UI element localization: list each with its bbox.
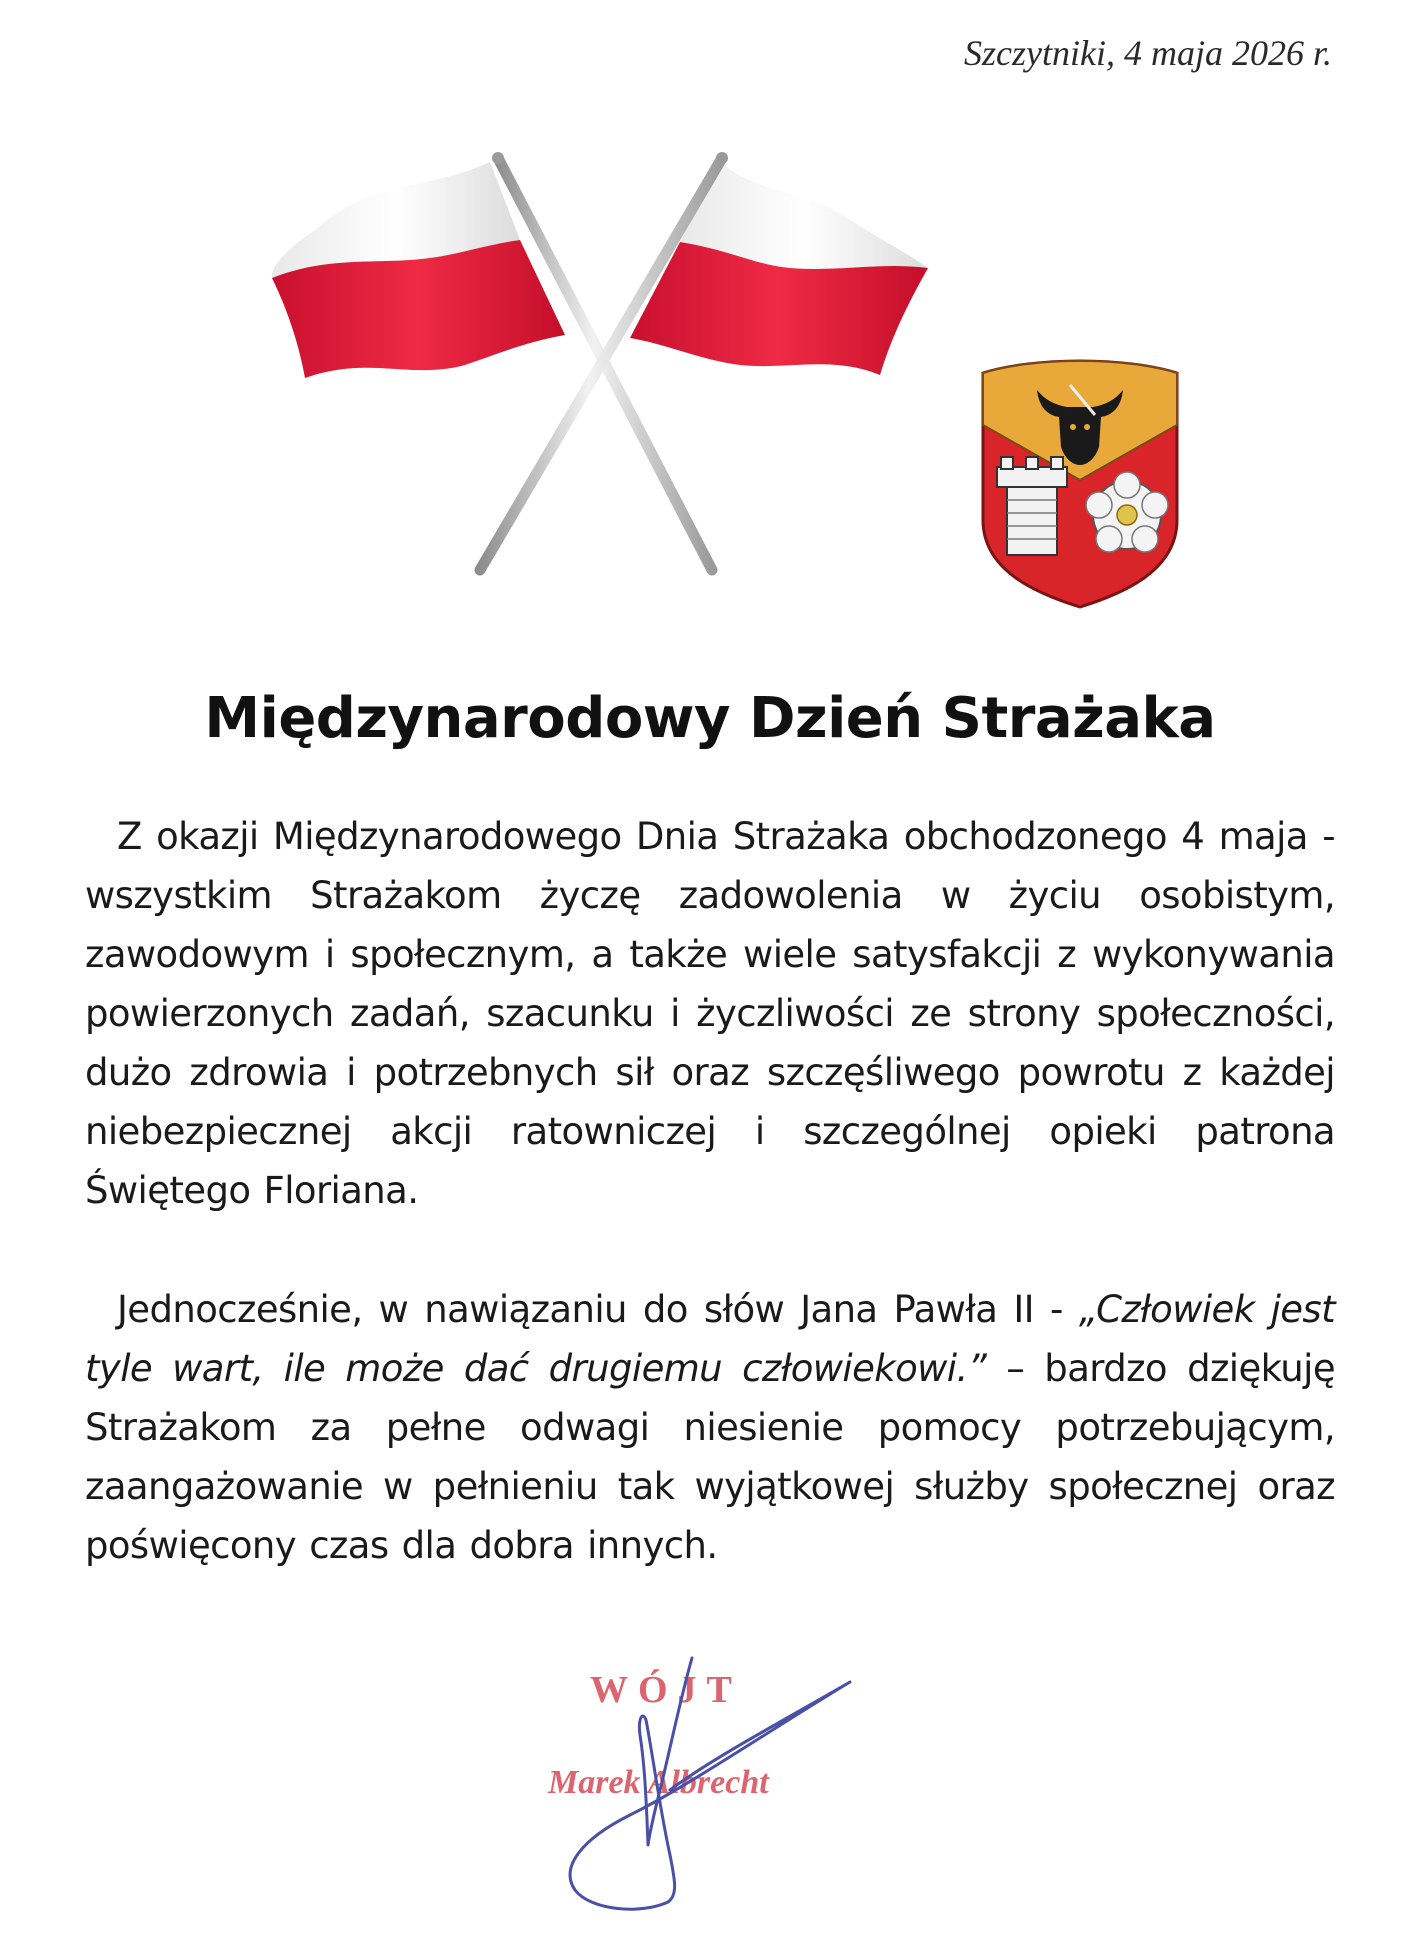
tower-icon [997, 457, 1067, 555]
thanks-body: – bardzo dziękuję Strażakom za pełne odwagi niesienie pomocy potrzebującym, zaangażowanie w pełnieniu tak wyjątkowej służby społecznej oraz poświęcony czas dla dobra innych. [85, 1347, 1336, 1567]
svg-text:Marek Albrecht: Marek Albrecht [548, 1764, 769, 1801]
greeting-paragraph: Z okazji Międzynarodowego Dnia Strażaka obchodzonego 4 maja - wszystkim Strażakom życzę zadowolenia w życiu osobistym, zawodowym i społecznym, a także wiele satysfakcji z wykonywania powierzonych zadań, szacunku i życzliwości ze strony społeczności, dużo zdrowia i potrzebnych sił oraz szczęśliwego powrotu z każdej niebezpiecznej akcji ratowniczej i szczególnej opieki patrona Świętego Floriana. [85, 815, 1335, 1212]
john-paul-quote: „Człowiek jest tyle wart, ile może dać drugiemu człowiekowi.” [85, 1288, 1335, 1390]
thanks-intro: Jednocześnie, w nawiązaniu do słów Jana Pawła II - [117, 1288, 1079, 1331]
page-title: Międzynarodowy Dzień Strażaka [204, 686, 1216, 751]
signature-stamp-icon [520, 1640, 860, 1920]
date-line: Szczytniki, 4 maja 2026 r. [964, 33, 1332, 73]
thanks-paragraph [85, 1280, 1335, 1575]
coat-of-arms-icon [975, 355, 1185, 610]
svg-text:WÓJT: WÓJT [590, 1669, 742, 1711]
right-flag [630, 162, 928, 375]
crossed-flags-icon [260, 150, 960, 580]
